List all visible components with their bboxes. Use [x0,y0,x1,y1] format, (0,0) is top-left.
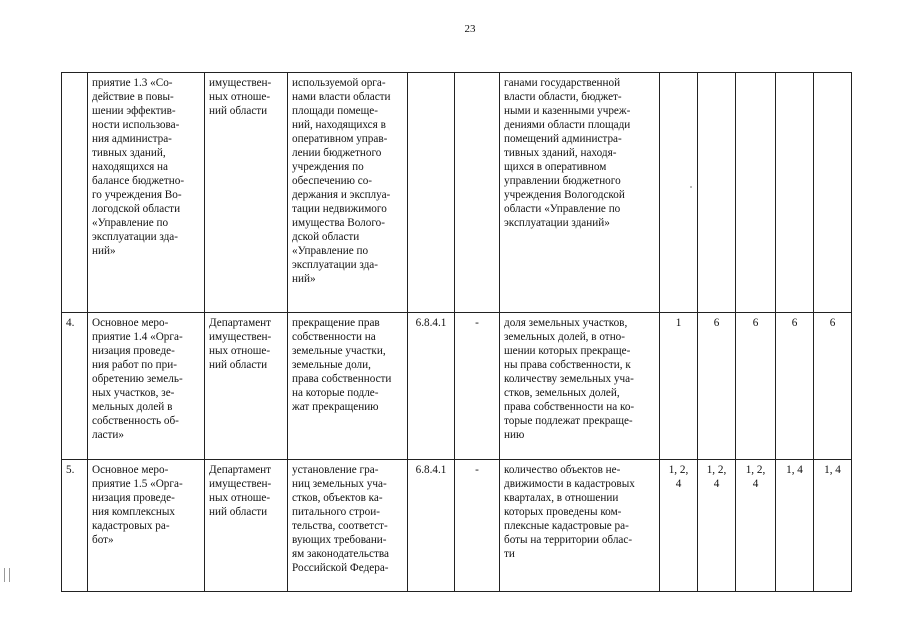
value-cell: 1, 2, 4 [736,460,776,592]
row-number: 4. [62,313,88,460]
value-cell: 6 [776,313,814,460]
page-number: 23 [464,23,476,35]
value-cell: 1, 4 [814,460,852,592]
value-cell [814,73,852,313]
value-cell [698,73,736,313]
table-row [62,460,852,592]
executor-cell: Департамент имуществен- ных отноше- ний области [205,313,288,460]
value-cell: 6 [736,313,776,460]
value-cell [660,73,698,313]
index-cell [408,73,455,313]
value-cell: 6 [814,313,852,460]
executor-cell: Департамент имуществен- ных отноше- ний области [205,460,288,592]
dash-cell: - [455,313,500,460]
program-table [61,72,852,592]
row-number [62,73,88,313]
value-cell: 1, 4 [776,460,814,592]
index-cell: 6.8.4.1 [408,460,455,592]
value-cell: 6 [698,313,736,460]
index-cell: 6.8.4.1 [408,313,455,460]
value-cell: 1, 2, 4 [660,460,698,592]
result-cell: прекращение прав собственности на земельные участки, земельные доли, права собственности на которые подле- жат прекращению [288,313,408,460]
measure-cell: Основное меро- приятие 1.5 «Орга- низация проведе- ния комплексных кадастровых ра- бот» [88,460,205,592]
result-cell: установление гра- ниц земельных уча- стков, объектов ка- питального строи- тельства, соответст- вующих требовани- ям законодательства Российской Федера- [288,460,408,592]
indicator-cell: количество объектов не- движимости в кадастровых кварталах, в отношении которых проведены ком- плексные кадастровые ра- боты на территории облас- ти [500,460,660,592]
value-cell [776,73,814,313]
table-row [62,313,852,460]
measure-cell: приятие 1.3 «Со- действие в повы- шении эффектив- ности использова- ния администра- тивных зданий, находящихся на балансе бюджетно- го учреждения Во- логодской области «Управление по эксплуатации зда- ний» [88,73,205,313]
result-cell: используемой орга- нами власти области площади помеще- ний, находящихся в оперативном управ- лении бюджетного учреждения по обеспечению со- держания и эксплуа- тации недвижимого имущества Волого- дской области «Управление по эксплуатации зда- ний» [288,73,408,313]
measure-cell: Основное меро- приятие 1.4 «Орга- низация проведе- ния работ по при- обретению земель- ных участков, зе- мельных долей в собственность об- ласти» [88,313,205,460]
binding-margin-mark [4,568,10,582]
indicator-cell: ганами государственной власти области, бюджет- ными и казенными учреж- дениями области площади помещений администра- тивных зданий, находя- щихся в оперативном управлении бюджетного учреждения Вологодской области «Управление по эксплуатации зданий» [500,73,660,313]
dash-cell [455,73,500,313]
table-row [62,73,852,313]
row-number: 5. [62,460,88,592]
indicator-cell: доля земельных участков, земельных долей, в отно- шении которых прекраще- ны права собственности, к количеству земельных уча- стков, земельных долей, права собственности на ко- торые подлежат прекраще- нию [500,313,660,460]
value-cell: 1 [660,313,698,460]
executor-cell: имуществен- ных отноше- ний области [205,73,288,313]
value-cell: 1, 2, 4 [698,460,736,592]
dash-cell: - [455,460,500,592]
value-cell [736,73,776,313]
scan-speck [690,186,692,188]
